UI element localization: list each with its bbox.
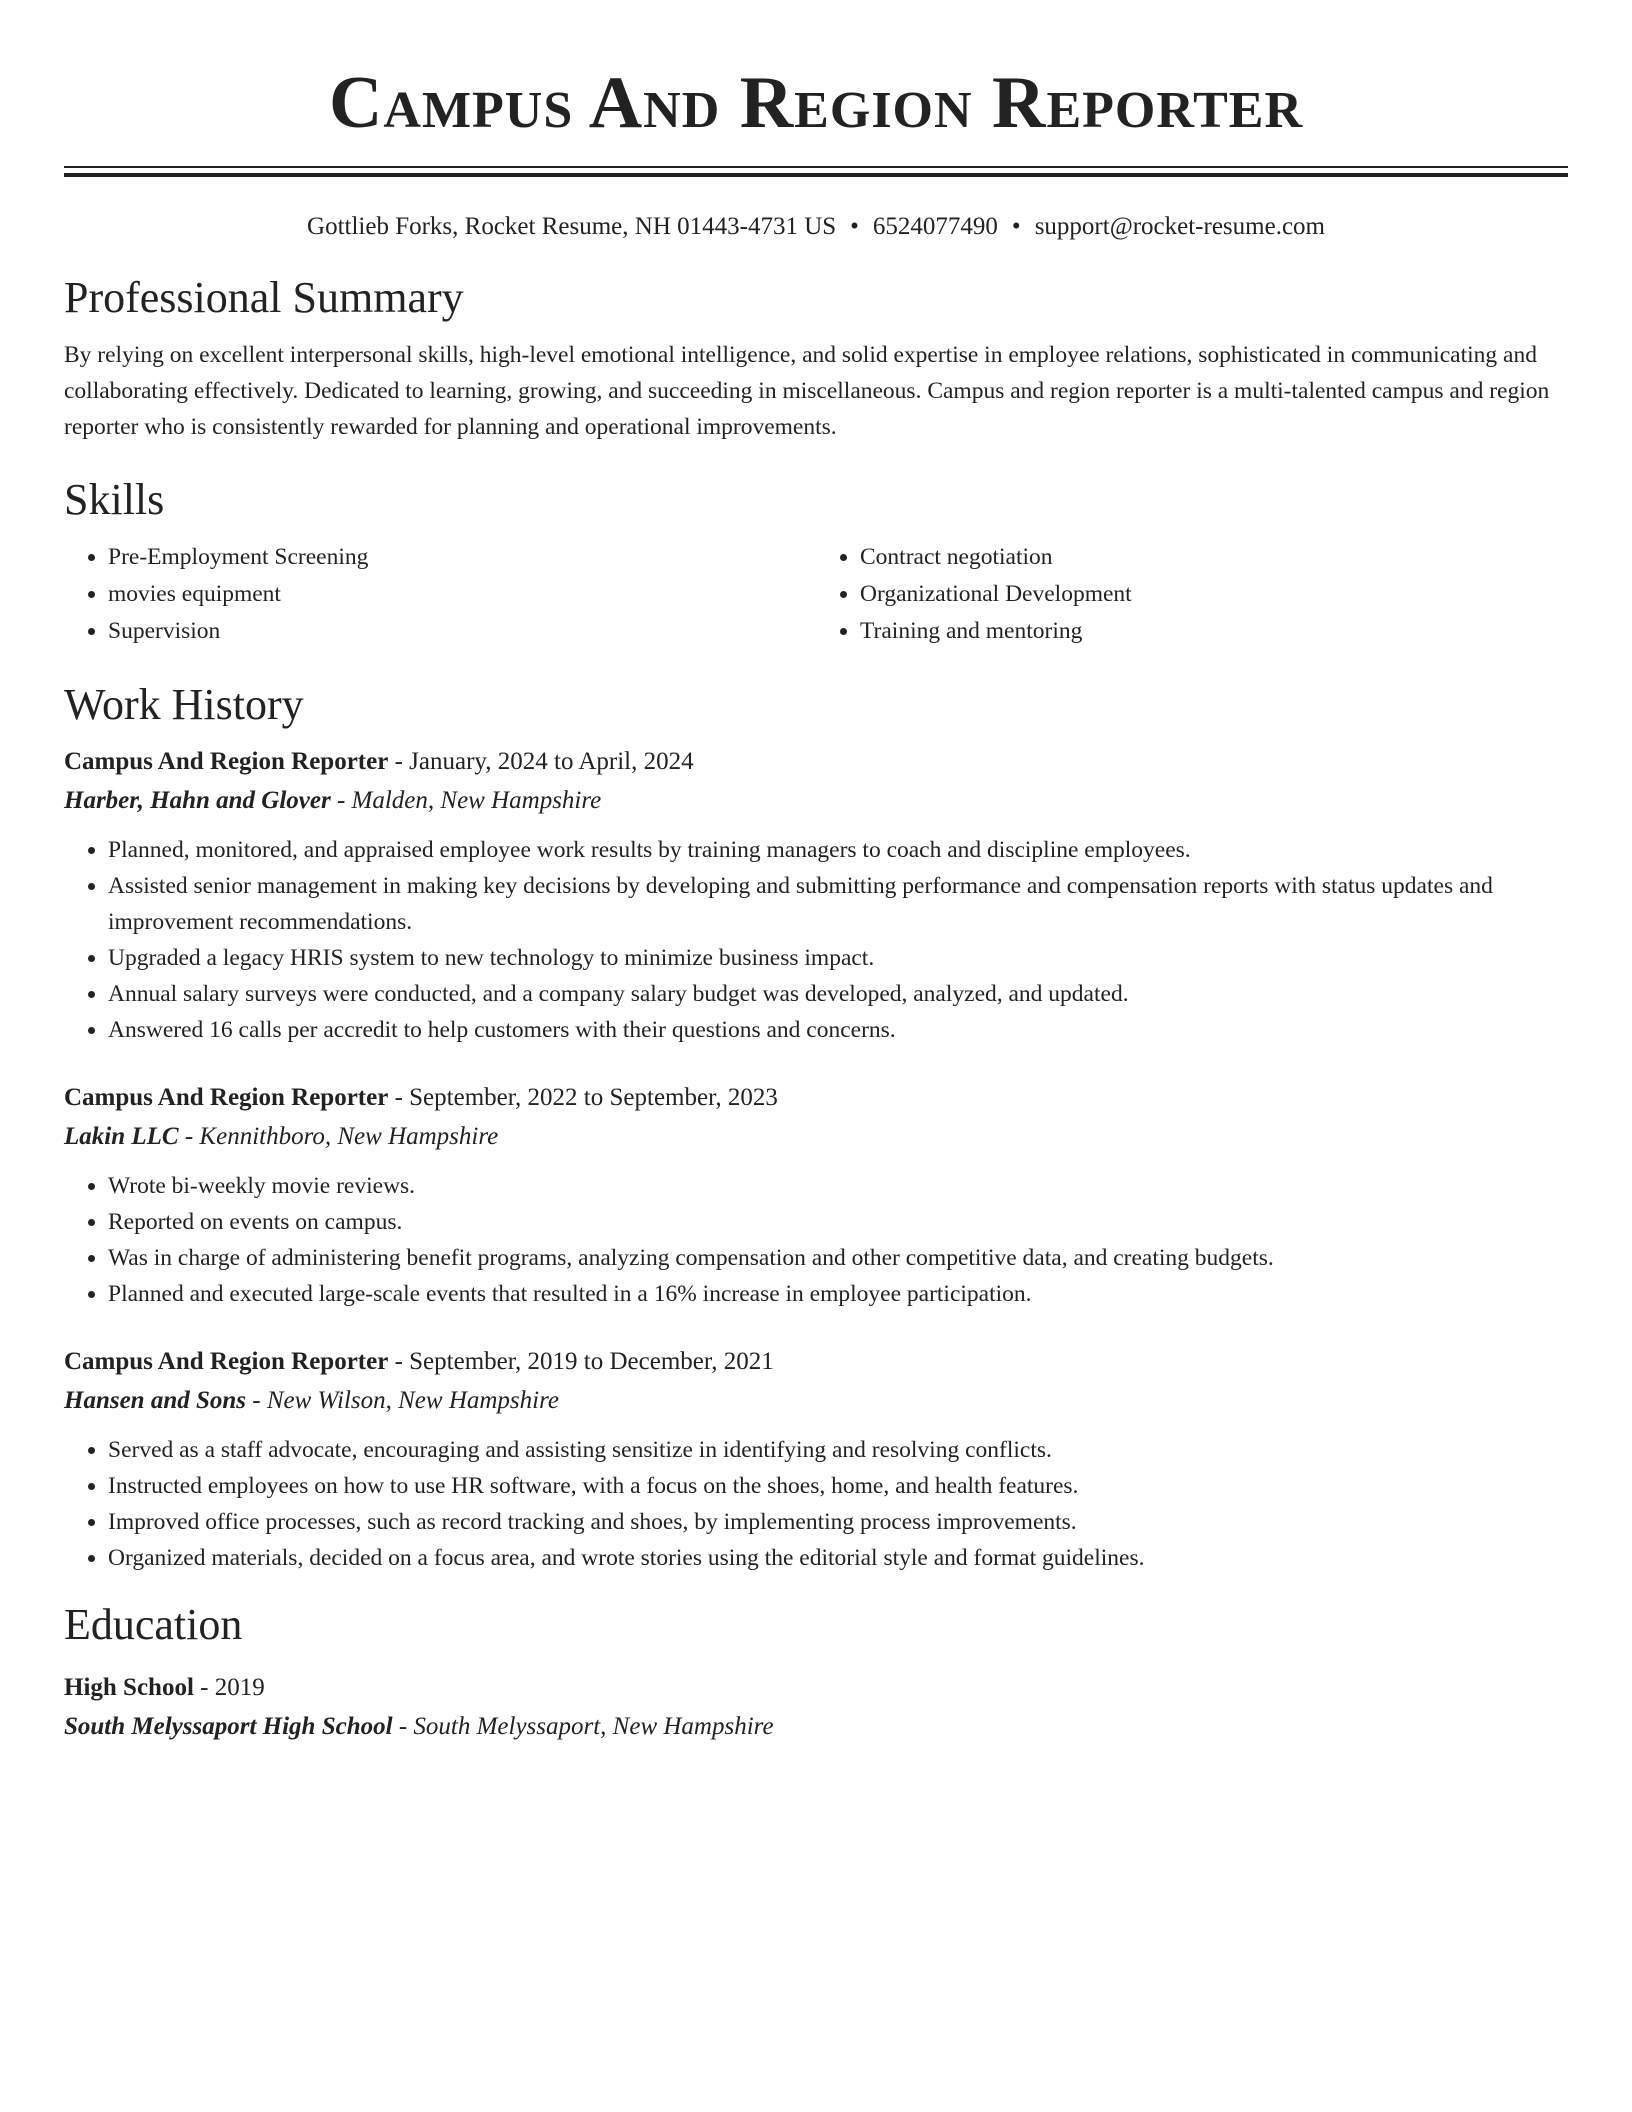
education-degree-line [64,1668,1568,1708]
job-role: Campus And Region Reporter [64,1348,389,1375]
job-bullet: • Wrote bi-weekly movie reviews. [108,1168,1568,1204]
skills-list [64,539,1568,650]
job-bullet: • Planned, monitored, and appraised employee work results by training managers to coach and discipline employees. [108,832,1568,868]
job-title-line [64,1078,1568,1118]
job-company-line [64,1382,1568,1420]
job-entry [64,1342,1568,1576]
job-company-line [64,1118,1568,1156]
job-bullet: • Planned and executed large-scale events that resulted in a 16% increase in employee participation. [108,1276,1568,1312]
job-bullet: • Reported on events on campus. [108,1204,1568,1240]
job-bullet: • Improved office processes, such as record tracking and shoes, by implementing process improvements. [108,1504,1568,1540]
job-company-line [64,782,1568,820]
job-bullet: • Assisted senior management in making key decisions by developing and submitting performance and compensation reports with status updates and improvement recommendations. [108,868,1568,940]
skills-heading: Skills [64,475,165,524]
job-entry [64,1078,1568,1312]
header-divider-thick [64,173,1568,177]
education-year: - 2019 [193,1674,265,1701]
skill-item: • movies equipment [108,576,816,613]
job-dates: - September, 2019 to December, 2021 [388,1348,774,1375]
job-company: Harber, Hahn and Glover [64,787,331,814]
education-entry [64,1668,1568,1746]
skill-item: • Supervision [108,613,816,650]
job-entry [64,742,1568,1048]
header-divider-thin [64,166,1568,168]
skill-item: • Organizational Development [860,576,1568,613]
job-location: - New Wilson, New Hampshire [246,1387,559,1414]
skill-item: • Training and mentoring [860,613,1568,650]
contact-line [64,211,1568,243]
job-bullets [64,1168,1568,1312]
skills-column-right [816,539,1568,650]
education-school-line [64,1708,1568,1746]
contact-phone: 6524077490 [872,213,998,240]
job-bullet: • Organized materials, decided on a focus area, and wrote stories using the editorial style and format guidelines. [108,1540,1568,1576]
candidate-name: Campus And Region Reporter [328,62,1304,144]
job-location: - Kennithboro, New Hampshire [178,1123,499,1150]
summary-heading: Professional Summary [64,273,464,322]
contact-address: Gottlieb Forks, Rocket Resume, NH 01443-4731 US [307,213,837,240]
job-bullets [64,832,1568,1048]
job-role: Campus And Region Reporter [64,748,389,775]
job-bullet: • Was in charge of administering benefit programs, analyzing compensation and other competitive data, and creating budgets. [108,1240,1568,1276]
education-school: South Melyssaport High School [64,1713,393,1740]
skill-item: • Pre-Employment Screening [108,539,816,576]
job-company: Lakin LLC [64,1123,179,1150]
job-bullet: • Served as a staff advocate, encouraging and assisting sensitize in identifying and resolving conflicts. [108,1432,1568,1468]
job-role: Campus And Region Reporter [64,1084,389,1111]
contact-email: support@rocket-resume.com [1034,213,1325,240]
job-company: Hansen and Sons [64,1387,247,1414]
contact-separator: • [1011,213,1021,240]
job-bullet: • Instructed employees on how to use HR software, with a focus on the shoes, home, and health features. [108,1468,1568,1504]
job-bullet: • Upgraded a legacy HRIS system to new technology to minimize business impact. [108,940,1568,976]
job-title-line [64,742,1568,782]
contact-separator: • [850,213,859,240]
job-bullets [64,1432,1568,1576]
skill-item: • Contract negotiation [860,539,1568,576]
summary-text: By relying on excellent interpersonal skills, high-level emotional intelligence, and solid expertise in employee relations, sophisticated in communicating and collaborating effectively. Dedicated to learning, growing, and succeeding in miscellaneous. Campus and region reporter is a multi-talented campus and region reporter who is consistently rewarded for planning and operational improvements. [64,342,1550,440]
job-bullet: • Annual salary surveys were conducted, and a company salary budget was developed, analyzed, and updated. [108,976,1568,1012]
job-dates: - January, 2024 to April, 2024 [388,748,694,775]
job-location: - Malden, New Hampshire [330,787,602,814]
skills-column-left [64,539,816,650]
education-heading: Education [64,1600,243,1649]
job-bullet: • Answered 16 calls per accredit to help customers with their questions and concerns. [108,1012,1568,1048]
work-history-heading: Work History [64,680,304,729]
job-title-line [64,1342,1568,1382]
education-degree: High School [64,1674,194,1701]
education-location: - South Melyssaport, New Hampshire [392,1713,774,1740]
job-dates: - September, 2022 to September, 2023 [388,1084,778,1111]
